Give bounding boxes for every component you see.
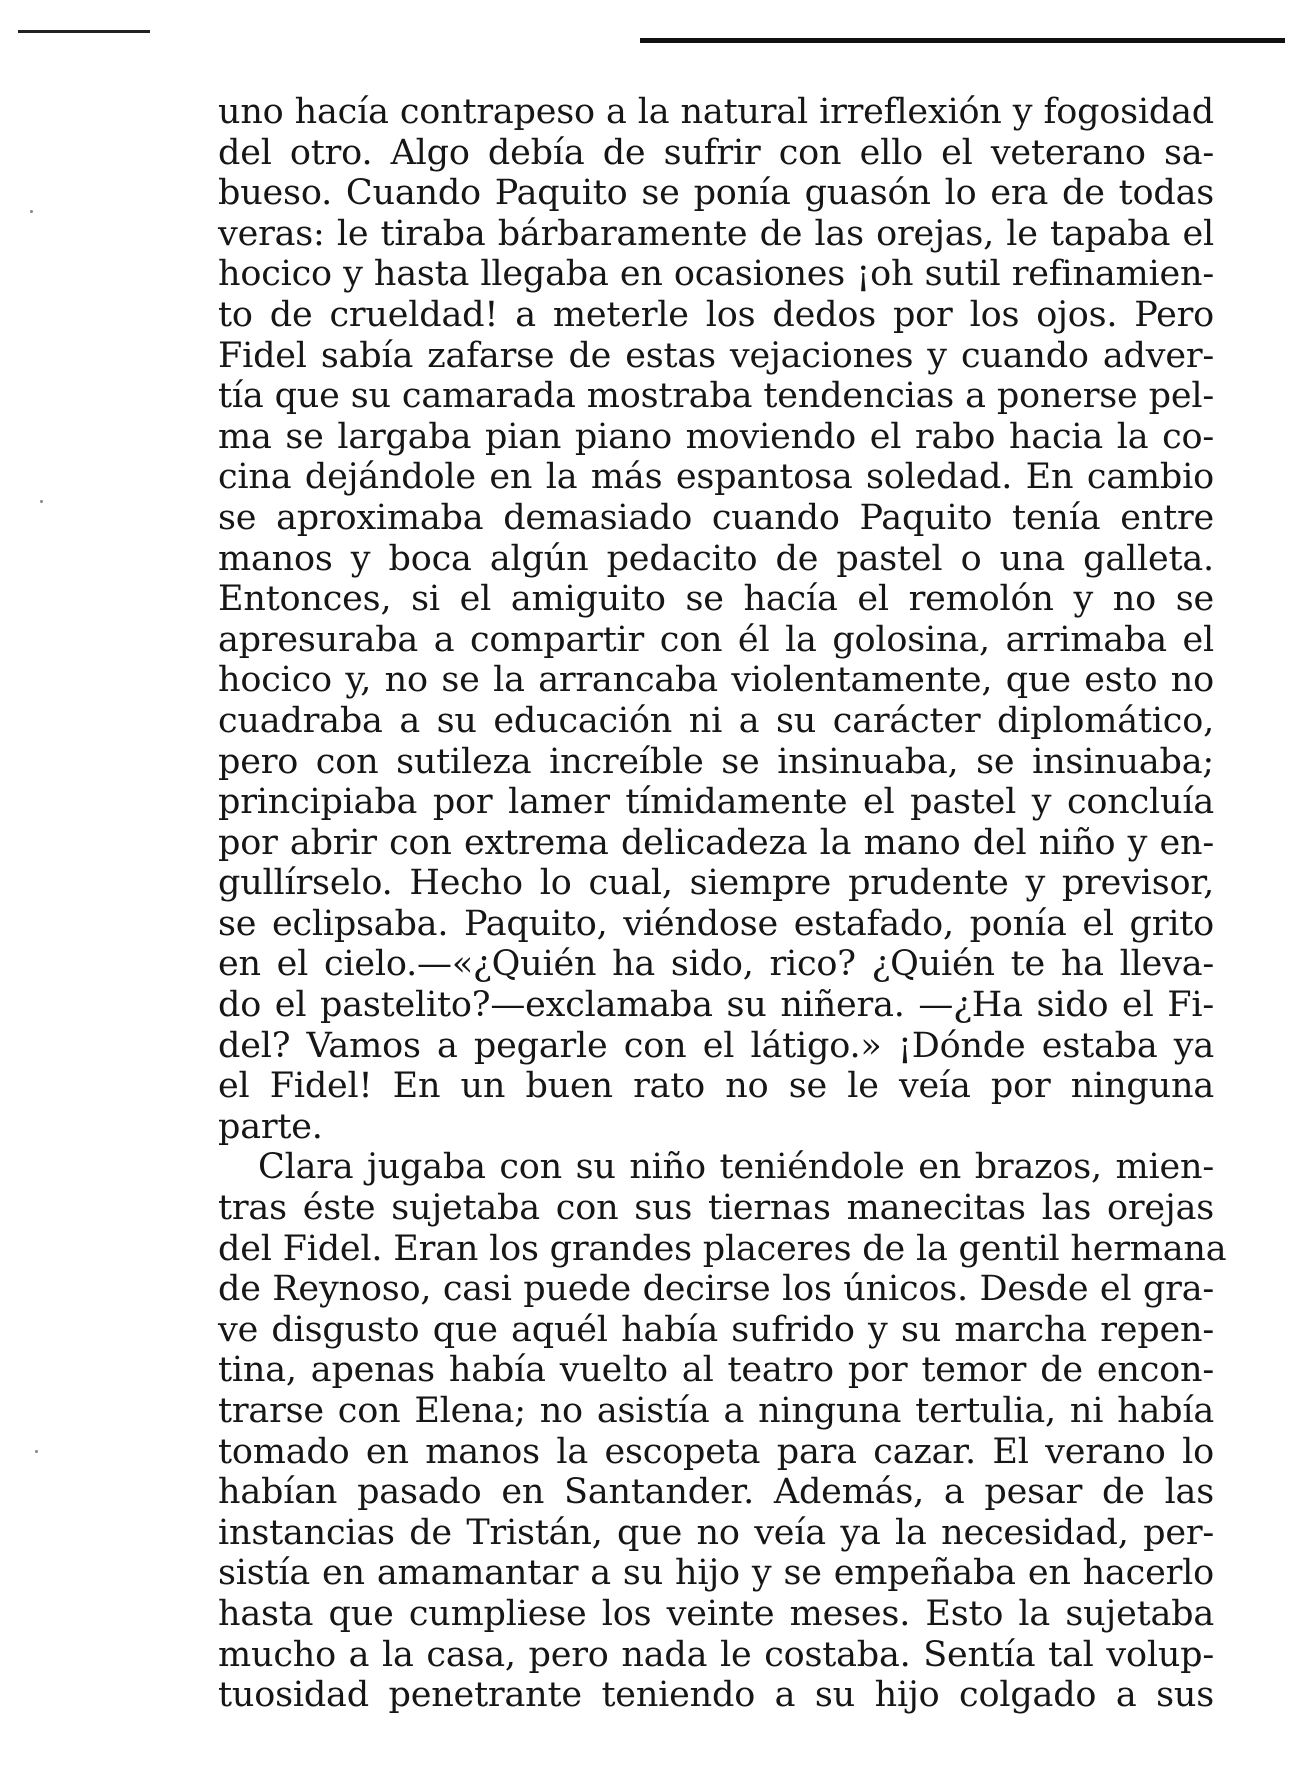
top-rule-left xyxy=(18,30,150,33)
text-line: cina dejándole en la más espantosa soledad. En cambio xyxy=(218,457,1214,498)
text-line: Fidel sabía zafarse de estas vejaciones y cuando adver- xyxy=(218,335,1214,376)
text-line: hocico y, no se la arrancaba violentamente, que esto no xyxy=(218,660,1214,701)
top-rule-right xyxy=(640,38,1285,43)
text-line: veras: le tiraba bárbaramente de las orejas, le tapaba el xyxy=(218,213,1214,254)
text-line: manos y boca algún pedacito de pastel o una galleta. xyxy=(218,538,1214,579)
text-line: en el cielo.—«¿Quién ha sido, rico? ¿Quién te ha lleva- xyxy=(218,944,1214,985)
scan-speck xyxy=(40,500,43,503)
text-line: el Fidel! En un buen rato no se le veía por ninguna xyxy=(218,1066,1214,1107)
text-line: ve disgusto que aquél había sufrido y su marcha repen- xyxy=(218,1309,1214,1350)
text-line: del? Vamos a pegarle con el látigo.» ¡Dónde estaba ya xyxy=(218,1025,1214,1066)
text-line: hocico y hasta llegaba en ocasiones ¡oh sutil refinamien- xyxy=(218,254,1214,295)
text-line: se eclipsaba. Paquito, viéndose estafado, ponía el grito xyxy=(218,903,1214,944)
book-page-text xyxy=(218,92,1227,1716)
text-line: tomado en manos la escopeta para cazar. El verano lo xyxy=(218,1431,1214,1472)
text-line: por abrir con extrema delicadeza la mano del niño y en- xyxy=(218,822,1214,863)
scan-speck xyxy=(35,1450,38,1453)
paragraph-2 xyxy=(218,1147,1227,1716)
text-line: ma se largaba pian piano moviendo el rabo hacia la co- xyxy=(218,416,1214,457)
text-line: mucho a la casa, pero nada le costaba. Sentía tal volup- xyxy=(218,1634,1214,1675)
text-line: hasta que cumpliese los veinte meses. Esto la sujetaba xyxy=(218,1593,1214,1634)
text-line: apresuraba a compartir con él la golosina, arrimaba el xyxy=(218,619,1214,660)
text-line: bueso. Cuando Paquito se ponía guasón lo era de todas xyxy=(218,173,1214,214)
text-line: tras éste sujetaba con sus tiernas manecitas las orejas xyxy=(218,1188,1214,1229)
text-line: habían pasado en Santander. Además, a pesar de las xyxy=(218,1472,1214,1513)
scan-speck xyxy=(30,210,33,213)
text-line: instancias de Tristán, que no veía ya la necesidad, per- xyxy=(218,1512,1214,1553)
text-line: uno hacía contrapeso a la natural irreflexión y fogosidad xyxy=(218,92,1214,132)
text-line: cuadraba a su educación ni a su carácter diplomático, xyxy=(218,700,1214,741)
text-line: parte. xyxy=(218,1106,323,1147)
text-line: tina, apenas había vuelto al teatro por temor de encon- xyxy=(218,1350,1214,1391)
text-line: gullírselo. Hecho lo cual, siempre prudente y previsor, xyxy=(218,863,1214,904)
text-line: Clara jugaba con su niño teniéndole en brazos, mien- xyxy=(258,1147,1214,1188)
text-line: del Fidel. Eran los grandes placeres de la gentil hermana xyxy=(218,1228,1227,1269)
text-line: Entonces, si el amiguito se hacía el remolón y no se xyxy=(218,579,1214,620)
text-line: do el pastelito?—exclamaba su niñera. —¿Ha sido el Fi- xyxy=(218,985,1214,1026)
text-line: to de crueldad! a meterle los dedos por los ojos. Pero xyxy=(218,294,1214,335)
text-line: tía que su camarada mostraba tendencias a ponerse pel- xyxy=(218,376,1214,417)
text-line: del otro. Algo debía de sufrir con ello el veterano sa- xyxy=(218,132,1214,173)
text-line: tuosidad penetrante teniendo a su hijo colgado a sus xyxy=(218,1675,1214,1716)
text-line: de Reynoso, casi puede decirse los únicos. Desde el gra- xyxy=(218,1269,1214,1310)
text-line: se aproximaba demasiado cuando Paquito tenía entre xyxy=(218,497,1214,538)
text-line: principiaba por lamer tímidamente el pastel y concluía xyxy=(218,782,1214,823)
text-line: pero con sutileza increíble se insinuaba, se insinuaba; xyxy=(218,741,1214,782)
text-line: sistía en amamantar a su hijo y se empeñaba en hacerlo xyxy=(218,1553,1214,1594)
text-line: trarse con Elena; no asistía a ninguna tertulia, ni había xyxy=(218,1391,1214,1431)
paragraph-1 xyxy=(218,92,1214,1147)
